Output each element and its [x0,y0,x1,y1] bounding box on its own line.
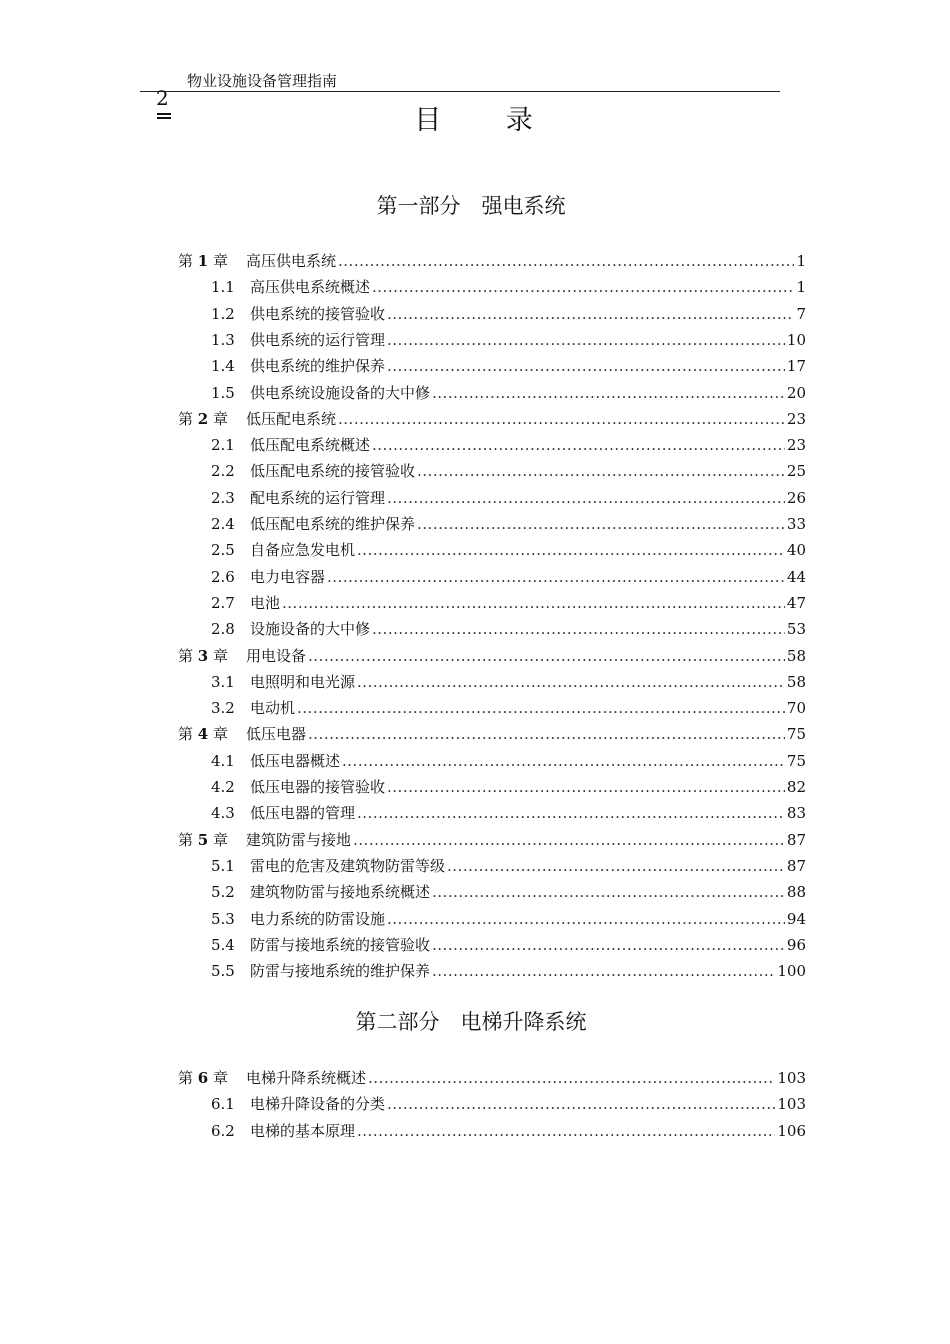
entry-page-number: 103 [777,1069,806,1087]
dot-leader [387,1095,775,1113]
toc-section-entry[interactable] [211,276,806,302]
entry-title: 设施设备的大中修 [250,620,371,639]
chapter-prefix: 第 [178,1069,198,1087]
entry-page-number: 87 [786,830,806,849]
toc-section-entry[interactable] [211,1120,806,1146]
entry-page-number: 75 [786,751,806,770]
chapter-number [178,723,246,744]
entry-title: 电照明和电光源 [250,672,356,691]
entry-page-number: 1 [796,278,806,297]
entry-page-number: 100 [777,962,806,981]
toc-chapter-entry[interactable] [178,829,806,855]
entry-title: 供电系统的维护保养 [250,357,386,376]
entry-page-number: 25 [786,462,806,481]
section-number: 2.6 [211,567,235,586]
dot-leader [372,436,785,454]
toc-section-entry[interactable] [211,566,806,592]
chapter-digit: 2 [197,409,209,428]
chapter-digit: 3 [197,646,209,665]
dot-leader [308,647,785,665]
dot-leader [308,725,785,743]
entry-page-number: 23 [786,436,806,455]
entry-title: 电梯升降设备的分类 [250,1095,386,1114]
toc-chapter-entry[interactable] [178,723,806,749]
chapter-prefix: 第 [178,646,198,665]
entry-page-number: 7 [796,304,806,323]
entry-title: 建筑物防雷与接地系统概述 [250,883,431,902]
header-rule [140,91,780,92]
entry-page-number: 44 [786,567,806,586]
entry-page-number: 26 [786,488,806,507]
dot-leader [368,1069,775,1087]
entry-title: 防雷与接地系统的接管验收 [250,935,431,954]
chapter-number [178,645,246,666]
dot-leader [357,1122,775,1140]
entry-title: 电力系统的防雷设施 [250,909,386,928]
entry-title: 建筑防雷与接地 [246,830,352,849]
entry-title: 低压配电系统概述 [250,436,371,455]
section-number: 6.1 [211,1095,235,1114]
entry-page-number: 58 [786,672,806,691]
entry-page-number: 87 [786,856,806,875]
dot-leader [353,831,785,849]
toc-section-entry[interactable] [211,355,806,381]
entry-title: 供电系统的运行管理 [250,330,386,349]
chapter-prefix: 第 [178,725,198,744]
section-number: 1.1 [211,278,235,297]
chapter-suffix: 章 [208,830,228,849]
entry-page-number: 47 [786,593,806,612]
entry-title: 低压配电系统 [246,409,337,428]
chapter-suffix: 章 [208,646,228,665]
entry-title: 低压电器 [246,725,307,744]
section-number: 4.3 [211,804,235,823]
toc-section-entry[interactable] [211,539,806,565]
entry-page-number: 70 [786,699,806,718]
section-number: 5.1 [211,856,235,875]
toc-section-entry[interactable] [211,697,806,723]
section-number: 2.2 [211,462,235,481]
dot-leader [432,936,785,954]
entry-title: 低压配电系统的接管验收 [250,462,416,481]
dot-leader [417,515,785,533]
entry-title: 自备应急发电机 [250,541,356,560]
part-title: 第二部分 电梯升降系统 [355,1010,587,1034]
dot-leader [297,699,785,717]
dot-leader [387,778,785,796]
part-title: 第一部分 强电系统 [376,194,566,218]
entry-title: 电梯升降系统概述 [246,1069,367,1087]
toc-chapter-entry[interactable] [178,250,806,276]
chapter-suffix: 章 [208,409,228,428]
toc-section-entry[interactable] [211,592,806,618]
entry-title: 电动机 [250,699,296,718]
dot-leader [387,489,785,507]
entry-page-number: 17 [786,357,806,376]
chapter-digit: 6 [197,1069,209,1087]
dot-leader [432,384,785,402]
entry-title: 低压电器的接管验收 [250,778,386,796]
entry-page-number: 23 [786,409,806,428]
entry-page-number: 96 [786,935,806,954]
section-number: 1.2 [211,304,235,323]
chapter-suffix: 章 [208,252,228,270]
toc-section-entry[interactable] [211,460,806,486]
section-number: 4.2 [211,778,235,796]
toc-section-entry[interactable] [211,513,806,539]
chapter-prefix: 第 [178,409,198,428]
section-number: 3.2 [211,699,235,718]
entry-page-number: 83 [786,804,806,823]
section-number: 2.3 [211,488,235,507]
dot-leader [282,594,785,612]
dot-leader [432,883,785,901]
dot-leader [327,568,785,586]
toc-section-entry[interactable] [211,1093,806,1119]
entry-title: 供电系统的接管验收 [250,304,386,323]
entry-title: 高压供电系统概述 [250,278,371,297]
toc-chapter-entry[interactable] [178,408,806,434]
entry-page-number: 94 [786,909,806,928]
section-number: 4.1 [211,751,235,770]
dot-leader [338,410,785,428]
section-number: 6.2 [211,1121,235,1140]
entry-page-number: 106 [777,1121,806,1140]
dot-leader [357,673,785,691]
entry-page-number: 40 [786,541,806,560]
toc-section-entry[interactable] [211,487,806,513]
toc-section-entry[interactable] [211,881,806,907]
section-number: 2.8 [211,620,235,639]
chapter-prefix: 第 [178,252,198,270]
entry-title: 配电系统的运行管理 [250,488,386,507]
toc-section-entry[interactable] [211,382,806,408]
entry-title: 电池 [250,593,281,612]
dot-leader [387,910,785,928]
section-number: 5.3 [211,909,235,928]
chapter-suffix: 章 [208,725,228,744]
section-number: 5.4 [211,935,235,954]
toc-section-entry[interactable] [211,908,806,934]
toc-section-entry[interactable] [211,934,806,960]
entry-page-number: 58 [786,646,806,665]
section-number: 1.4 [211,357,235,376]
dot-leader [372,278,794,296]
dot-leader [447,857,785,875]
section-number: 2.1 [211,436,235,455]
entry-page-number: 10 [786,330,806,349]
section-number: 1.3 [211,330,235,349]
toc-section-entry[interactable] [211,671,806,697]
chapter-number [178,408,246,429]
toc-section-entry[interactable] [211,329,806,355]
chapter-number [178,250,246,271]
entry-title: 低压电器的管理 [250,804,356,823]
dot-leader [357,541,785,559]
section-number: 2.5 [211,541,235,560]
running-header: 物业设施设备管理指南 [187,72,338,90]
toc-chapter-entry[interactable] [178,645,806,671]
entry-title: 电力电容器 [250,567,326,586]
toc-section-entry[interactable] [211,750,806,776]
toc-section-entry[interactable] [211,618,806,644]
section-number: 2.4 [211,515,235,533]
toc-chapter-entry[interactable] [178,1067,806,1093]
entry-title: 供电系统设施设备的大中修 [250,383,431,402]
chapter-suffix: 章 [208,1069,228,1087]
toc-section-entry[interactable] [211,776,806,802]
toc-section-entry[interactable] [211,802,806,828]
dot-leader [387,331,785,349]
toc-section-entry[interactable] [211,960,806,986]
toc-section-entry[interactable] [211,303,806,329]
chapter-digit: 4 [197,725,209,744]
section-number: 5.5 [211,962,235,981]
dot-leader [372,620,785,638]
section-number: 5.2 [211,883,235,902]
section-number: 2.7 [211,593,235,612]
entry-title: 雷电的危害及建筑物防雷等级 [250,856,446,875]
entry-title: 电梯的基本原理 [250,1121,356,1140]
entry-page-number: 103 [777,1095,806,1114]
toc-section-entry[interactable] [211,855,806,881]
toc-title: 目 录 [414,105,561,136]
entry-page-number: 75 [786,725,806,744]
entry-page-number: 88 [786,883,806,902]
dot-leader [387,357,785,375]
entry-title: 低压配电系统的维护保养 [250,515,416,533]
entry-title: 低压电器概述 [250,751,341,770]
dot-leader [387,305,794,323]
entry-page-number: 20 [786,383,806,402]
toc-section-entry[interactable] [211,434,806,460]
dot-leader [342,752,785,770]
entry-page-number: 53 [786,620,806,639]
entry-page-number: 1 [796,252,806,270]
chapter-digit: 1 [197,252,209,270]
dot-leader [338,252,794,270]
page-number: 2 [156,86,169,110]
entry-page-number: 33 [786,515,806,533]
chapter-number [178,829,246,850]
dot-leader [417,462,785,480]
chapter-number [178,1067,246,1088]
section-number: 1.5 [211,383,235,402]
dot-leader [432,962,775,980]
entry-title: 防雷与接地系统的维护保养 [250,962,431,981]
chapter-prefix: 第 [178,830,198,849]
chapter-digit: 5 [197,830,209,849]
section-number: 3.1 [211,672,235,691]
entry-page-number: 82 [786,778,806,796]
entry-title: 用电设备 [246,646,307,665]
entry-title: 高压供电系统 [246,252,337,270]
dot-leader [357,804,785,822]
